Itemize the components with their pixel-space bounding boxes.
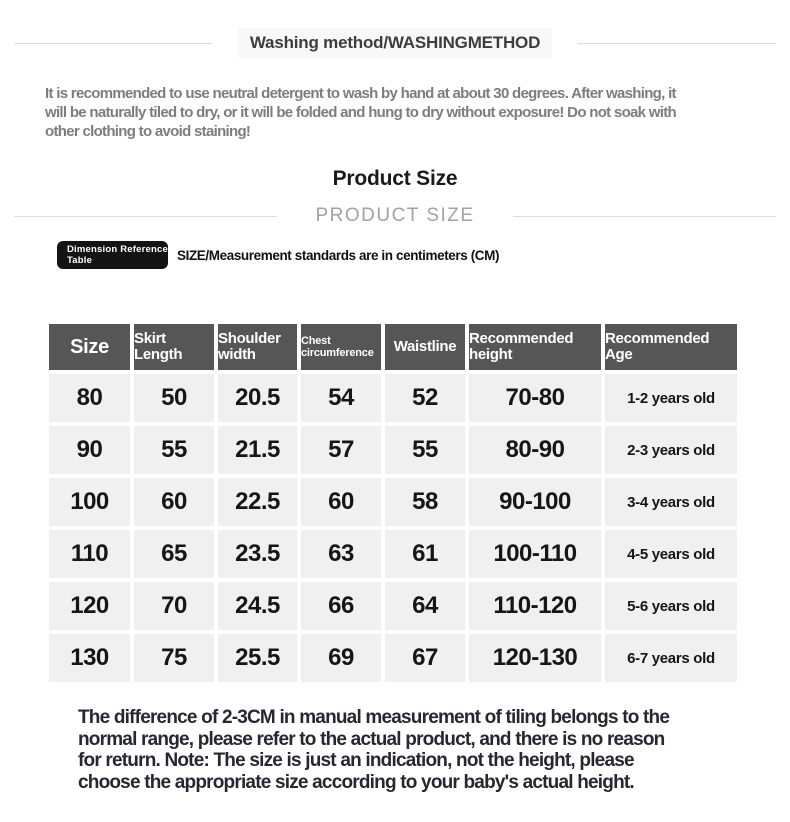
size-table-value-cell: 80 — [49, 374, 130, 422]
care-instructions — [45, 84, 745, 141]
size-table-value-cell: 110 — [49, 530, 130, 578]
care-instructions-line: other clothing to avoid staining! — [45, 123, 251, 140]
column-header-shoulder-width: Shoulder width — [218, 324, 297, 370]
size-table-value-cell: 130 — [49, 634, 130, 682]
size-table-value-cell: 55 — [134, 426, 214, 474]
size-table-value-cell: 55 — [385, 426, 465, 474]
column-header-recommended-height: Recommended height — [469, 324, 601, 370]
disclaimer-line: for return. Note: The size is just an indication, not the height, please — [78, 750, 634, 771]
disclaimer-line: choose the appropriate size according to your baby's actual height. — [78, 771, 634, 793]
size-table-age-cell: 3-4 years old — [605, 478, 737, 526]
size-chart-table — [49, 324, 737, 682]
size-table-value-cell: 54 — [301, 374, 381, 422]
size-table-value-cell: 50 — [134, 374, 214, 422]
size-table-value-cell: 58 — [385, 478, 465, 526]
size-table-value-cell: 61 — [385, 530, 465, 578]
size-table-value-cell: 65 — [134, 530, 214, 578]
disclaimer-line: The difference of 2-3CM in manual measurement of tiling belongs to the — [78, 707, 670, 728]
size-table-value-cell: 80-90 — [469, 426, 601, 474]
size-table-value-cell: 110-120 — [469, 582, 601, 630]
size-table-value-cell: 100-110 — [469, 530, 601, 578]
size-table-age-cell: 1-2 years old — [605, 374, 737, 422]
size-table-value-cell: 52 — [385, 374, 465, 422]
size-table-value-cell: 120-130 — [469, 634, 601, 682]
size-table-value-cell: 70-80 — [469, 374, 601, 422]
size-table-value-cell: 63 — [301, 530, 381, 578]
size-table-value-cell: 25.5 — [218, 634, 297, 682]
dimension-reference-badge — [57, 241, 168, 269]
size-table-age-cell: 6-7 years old — [605, 634, 737, 682]
column-header-skirt-length: Skirt Length — [134, 324, 214, 370]
size-table-age-cell: 2-3 years old — [605, 426, 737, 474]
size-table-value-cell: 66 — [301, 582, 381, 630]
size-table-value-cell: 23.5 — [218, 530, 297, 578]
measurement-unit-note: SIZE/Measurement standards are in centimeters (CM) — [177, 247, 500, 263]
divider-line-right — [513, 216, 776, 217]
size-table-value-cell: 60 — [134, 478, 214, 526]
badge-line: Dimension Reference — [67, 244, 168, 255]
size-table-value-cell: 90-100 — [469, 478, 601, 526]
product-size-subtitle-row — [14, 205, 776, 227]
column-header-recommended-age: Recommended Age — [605, 324, 737, 370]
size-table-age-cell: 5-6 years old — [605, 582, 737, 630]
size-table-value-cell: 57 — [301, 426, 381, 474]
size-table-value-cell: 24.5 — [218, 582, 297, 630]
washing-method-heading-row — [14, 0, 776, 58]
divider-line-left — [14, 43, 212, 44]
care-instructions-line: will be naturally tiled to dry, or it will be folded and hung to dry without exposure! Do not soak with — [45, 104, 676, 121]
size-table-value-cell: 60 — [301, 478, 381, 526]
size-table-value-cell: 75 — [134, 634, 214, 682]
badge-line: Table — [67, 255, 93, 266]
washing-method-heading: Washing method/WASHINGMETHOD — [238, 28, 552, 58]
divider-line-right — [578, 43, 776, 44]
size-table-value-cell: 22.5 — [218, 478, 297, 526]
size-table-value-cell: 90 — [49, 426, 130, 474]
size-table-value-cell: 120 — [49, 582, 130, 630]
size-table-age-cell: 4-5 years old — [605, 530, 737, 578]
divider-line-left — [14, 216, 277, 217]
column-header-waistline: Waistline — [385, 324, 465, 370]
size-table-value-cell: 21.5 — [218, 426, 297, 474]
size-table-value-cell: 64 — [385, 582, 465, 630]
column-header-chest-circumference: Chest circumference — [301, 324, 381, 370]
disclaimer-line: normal range, please refer to the actual product, and there is no reason — [78, 728, 665, 750]
care-instructions-line: It is recommended to use neutral detergent to wash by hand at about 30 degrees. After washing, it — [45, 85, 676, 102]
size-table-value-cell: 20.5 — [218, 374, 297, 422]
size-table-value-cell: 70 — [134, 582, 214, 630]
measurement-disclaimer — [78, 707, 790, 793]
product-size-subtitle: PRODUCT SIZE — [315, 205, 475, 226]
size-table-value-cell: 67 — [385, 634, 465, 682]
column-header-size: Size — [49, 324, 130, 370]
dimension-reference-row — [57, 241, 790, 269]
size-table-value-cell: 100 — [49, 478, 130, 526]
product-size-title: Product Size — [332, 167, 458, 190]
size-table-value-cell: 69 — [301, 634, 381, 682]
